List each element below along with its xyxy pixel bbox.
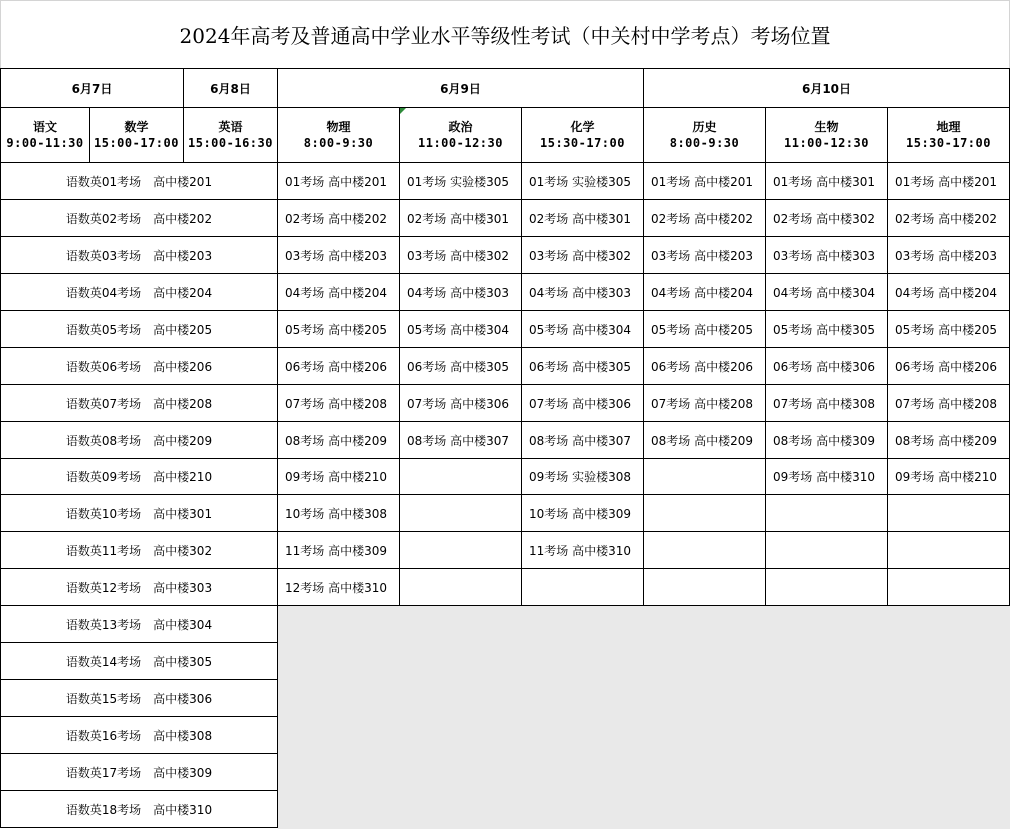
room-cell-zhengzhi-8[interactable] xyxy=(399,421,522,459)
room-cell-wuli-6-text: 06考场 高中楼206 xyxy=(285,359,387,374)
subject-header-lishi[interactable] xyxy=(643,107,766,163)
room-cell-huaxue-8[interactable] xyxy=(521,421,644,459)
ysy-room-cell-7-text: 语数英07考场 高中楼208 xyxy=(65,396,213,411)
date-header-0610[interactable] xyxy=(643,68,1010,108)
room-cell-shengwu-4-text: 04考场 高中楼304 xyxy=(773,285,875,300)
room-cell-lishi-12[interactable] xyxy=(643,568,766,606)
room-cell-dili-11[interactable] xyxy=(887,531,1010,569)
room-cell-huaxue-6-text: 06考场 高中楼305 xyxy=(529,359,631,374)
ysy-room-cell-17[interactable] xyxy=(0,753,278,791)
room-cell-huaxue-9[interactable] xyxy=(521,458,644,495)
room-cell-shengwu-9-text: 09考场 高中楼310 xyxy=(773,470,875,484)
room-cell-huaxue-12[interactable] xyxy=(521,568,644,606)
subject-name: 语文 xyxy=(32,120,57,134)
room-cell-wuli-10[interactable] xyxy=(277,494,400,532)
date-header-0608-text: 6月8日 xyxy=(210,81,251,96)
room-cell-wuli-12[interactable] xyxy=(277,568,400,606)
subject-time: 8:00-9:30 xyxy=(303,136,374,150)
subject-name: 英语 xyxy=(218,120,243,134)
room-cell-zhengzhi-9[interactable] xyxy=(399,458,522,495)
subject-name: 政治 xyxy=(448,120,473,134)
room-cell-huaxue-7[interactable] xyxy=(521,384,644,422)
room-cell-zhengzhi-1[interactable] xyxy=(399,162,522,200)
room-cell-huaxue-6[interactable] xyxy=(521,347,644,385)
subject-name: 历史 xyxy=(692,120,717,134)
room-cell-zhengzhi-10[interactable] xyxy=(399,494,522,532)
room-cell-lishi-7[interactable] xyxy=(643,384,766,422)
room-cell-dili-4[interactable] xyxy=(887,273,1010,311)
room-cell-dili-9[interactable] xyxy=(887,458,1010,495)
subject-time: 11:00-12:30 xyxy=(418,136,503,150)
room-cell-wuli-4-text: 04考场 高中楼204 xyxy=(285,285,387,300)
subject-name: 物理 xyxy=(326,120,351,134)
room-cell-huaxue-3-text: 03考场 高中楼302 xyxy=(529,248,631,263)
room-cell-wuli-3-text: 03考场 高中楼203 xyxy=(285,248,387,263)
room-cell-wuli-2[interactable] xyxy=(277,199,400,237)
room-cell-lishi-6-text: 06考场 高中楼206 xyxy=(651,359,753,374)
room-cell-wuli-7-text: 07考场 高中楼208 xyxy=(285,396,387,411)
subject-name: 化学 xyxy=(570,120,595,134)
room-cell-shengwu-6[interactable] xyxy=(765,347,888,385)
room-cell-dili-3-text: 03考场 高中楼203 xyxy=(895,248,997,263)
room-cell-shengwu-9[interactable] xyxy=(765,458,888,495)
ysy-room-cell-18[interactable] xyxy=(0,790,278,828)
room-cell-shengwu-7[interactable] xyxy=(765,384,888,422)
room-cell-huaxue-10-text: 10考场 高中楼309 xyxy=(529,506,631,521)
room-cell-wuli-10-text: 10考场 高中楼308 xyxy=(285,506,387,521)
ysy-room-cell-15-text: 语数英15考场 高中楼306 xyxy=(65,691,213,706)
ysy-room-cell-12[interactable] xyxy=(0,568,278,606)
room-cell-dili-7[interactable] xyxy=(887,384,1010,422)
room-cell-huaxue-1-text: 01考场 实验楼305 xyxy=(529,174,631,189)
room-cell-zhengzhi-1-text: 01考场 实验楼305 xyxy=(407,174,509,189)
room-cell-zhengzhi-5[interactable] xyxy=(399,310,522,348)
room-cell-dili-12[interactable] xyxy=(887,568,1010,606)
room-cell-huaxue-9-text: 09考场 实验楼308 xyxy=(529,470,631,484)
room-cell-huaxue-1[interactable] xyxy=(521,162,644,200)
room-cell-lishi-8[interactable] xyxy=(643,421,766,459)
date-header-0607-text: 6月7日 xyxy=(71,81,113,96)
room-cell-dili-7-text: 07考场 高中楼208 xyxy=(895,396,997,411)
ysy-room-cell-4[interactable] xyxy=(0,273,278,311)
ysy-room-cell-9-text: 语数英09考场 高中楼210 xyxy=(65,470,213,484)
room-cell-shengwu-5[interactable] xyxy=(765,310,888,348)
room-cell-shengwu-2[interactable] xyxy=(765,199,888,237)
sheet-title[interactable] xyxy=(0,0,1010,69)
ysy-room-cell-17-text: 语数英17考场 高中楼309 xyxy=(65,765,213,780)
room-cell-dili-2-text: 02考场 高中楼202 xyxy=(895,211,997,226)
room-cell-dili-1[interactable] xyxy=(887,162,1010,200)
room-cell-zhengzhi-7-text: 07考场 高中楼306 xyxy=(407,396,509,411)
subject-header-shuxue[interactable] xyxy=(89,107,184,163)
room-cell-huaxue-4-text: 04考场 高中楼303 xyxy=(529,285,631,300)
ysy-room-cell-3-text: 语数英03考场 高中楼203 xyxy=(65,248,213,263)
room-cell-wuli-8[interactable] xyxy=(277,421,400,459)
room-cell-lishi-8-text: 08考场 高中楼209 xyxy=(651,433,753,448)
room-cell-huaxue-8-text: 08考场 高中楼307 xyxy=(529,433,631,448)
subject-name: 地理 xyxy=(936,120,961,134)
room-cell-lishi-3[interactable] xyxy=(643,236,766,274)
room-cell-huaxue-2[interactable] xyxy=(521,199,644,237)
sheet-title-text: 2024年高考及普通高中学业水平等级性考试（中关村中学考点）考场位置 xyxy=(179,24,831,48)
room-cell-shengwu-8-text: 08考场 高中楼309 xyxy=(773,433,875,448)
subject-header-wuli[interactable] xyxy=(277,107,400,163)
date-header-0609-text: 6月9日 xyxy=(440,81,481,96)
room-cell-lishi-3-text: 03考场 高中楼203 xyxy=(651,248,753,263)
room-cell-zhengzhi-5-text: 05考场 高中楼304 xyxy=(407,322,509,337)
room-cell-lishi-6[interactable] xyxy=(643,347,766,385)
ysy-room-cell-11-text: 语数英11考场 高中楼302 xyxy=(65,543,213,558)
subject-name: 数学 xyxy=(124,120,149,134)
room-cell-wuli-12-text: 12考场 高中楼310 xyxy=(285,580,387,595)
ysy-room-cell-8-text: 语数英08考场 高中楼209 xyxy=(65,433,213,448)
room-cell-lishi-4-text: 04考场 高中楼204 xyxy=(651,285,753,300)
room-cell-dili-10[interactable] xyxy=(887,494,1010,532)
ysy-room-cell-12-text: 语数英12考场 高中楼303 xyxy=(65,580,213,595)
subject-header-zhengzhi[interactable] xyxy=(399,107,522,163)
ysy-room-cell-9[interactable] xyxy=(0,458,278,495)
ysy-room-cell-16-text: 语数英16考场 高中楼308 xyxy=(65,728,213,743)
ysy-room-cell-1[interactable] xyxy=(0,162,278,200)
unused-sheet-area xyxy=(278,606,1010,829)
date-header-0608[interactable] xyxy=(183,68,278,108)
room-cell-wuli-1[interactable] xyxy=(277,162,400,200)
room-cell-huaxue-11-text: 11考场 高中楼310 xyxy=(529,543,631,558)
subject-header-yingyu[interactable] xyxy=(183,107,278,163)
room-cell-wuli-11-text: 11考场 高中楼309 xyxy=(285,543,387,558)
room-cell-dili-4-text: 04考场 高中楼204 xyxy=(895,285,997,300)
room-cell-lishi-7-text: 07考场 高中楼208 xyxy=(651,396,753,411)
ysy-room-cell-13-text: 语数英13考场 高中楼304 xyxy=(65,617,213,632)
ysy-room-cell-15[interactable] xyxy=(0,679,278,717)
room-cell-shengwu-8[interactable] xyxy=(765,421,888,459)
room-cell-shengwu-6-text: 06考场 高中楼306 xyxy=(773,359,875,374)
room-cell-wuli-7[interactable] xyxy=(277,384,400,422)
room-cell-huaxue-10[interactable] xyxy=(521,494,644,532)
room-cell-dili-8-text: 08考场 高中楼209 xyxy=(895,433,997,448)
subject-time: 15:00-17:00 xyxy=(94,136,179,150)
ysy-room-cell-7[interactable] xyxy=(0,384,278,422)
room-cell-huaxue-4[interactable] xyxy=(521,273,644,311)
date-header-0607[interactable] xyxy=(0,68,184,108)
room-cell-lishi-5-text: 05考场 高中楼205 xyxy=(651,322,753,337)
room-cell-wuli-2-text: 02考场 高中楼202 xyxy=(285,211,387,226)
date-header-0609[interactable] xyxy=(277,68,644,108)
ysy-room-cell-8[interactable] xyxy=(0,421,278,459)
room-cell-zhengzhi-2[interactable] xyxy=(399,199,522,237)
room-cell-lishi-2[interactable] xyxy=(643,199,766,237)
room-cell-huaxue-5-text: 05考场 高中楼304 xyxy=(529,322,631,337)
room-cell-shengwu-11[interactable] xyxy=(765,531,888,569)
room-cell-lishi-9[interactable] xyxy=(643,458,766,495)
room-cell-shengwu-5-text: 05考场 高中楼305 xyxy=(773,322,875,337)
room-cell-huaxue-2-text: 02考场 高中楼301 xyxy=(529,211,631,226)
room-cell-huaxue-3[interactable] xyxy=(521,236,644,274)
room-cell-huaxue-7-text: 07考场 高中楼306 xyxy=(529,396,631,411)
room-cell-wuli-4[interactable] xyxy=(277,273,400,311)
room-cell-shengwu-10[interactable] xyxy=(765,494,888,532)
ysy-room-cell-14[interactable] xyxy=(0,642,278,680)
ysy-room-cell-2[interactable] xyxy=(0,199,278,237)
ysy-room-cell-18-text: 语数英18考场 高中楼310 xyxy=(65,802,213,817)
room-cell-wuli-1-text: 01考场 高中楼201 xyxy=(285,174,387,189)
subject-time: 8:00-9:30 xyxy=(669,136,740,150)
ysy-room-cell-4-text: 语数英04考场 高中楼204 xyxy=(65,285,213,300)
room-cell-wuli-11[interactable] xyxy=(277,531,400,569)
ysy-room-cell-2-text: 语数英02考场 高中楼202 xyxy=(65,211,213,226)
room-cell-dili-2[interactable] xyxy=(887,199,1010,237)
room-cell-dili-6-text: 06考场 高中楼206 xyxy=(895,359,997,374)
ysy-room-cell-3[interactable] xyxy=(0,236,278,274)
room-cell-wuli-5[interactable] xyxy=(277,310,400,348)
subject-header-yuwen[interactable] xyxy=(0,107,90,163)
room-cell-shengwu-3[interactable] xyxy=(765,236,888,274)
room-cell-lishi-10[interactable] xyxy=(643,494,766,532)
room-cell-zhengzhi-6-text: 06考场 高中楼305 xyxy=(407,359,509,374)
room-cell-zhengzhi-3-text: 03考场 高中楼302 xyxy=(407,248,509,263)
room-cell-zhengzhi-6[interactable] xyxy=(399,347,522,385)
room-cell-wuli-9-text: 09考场 高中楼210 xyxy=(285,470,387,484)
room-cell-huaxue-5[interactable] xyxy=(521,310,644,348)
room-cell-huaxue-11[interactable] xyxy=(521,531,644,569)
room-cell-zhengzhi-12[interactable] xyxy=(399,568,522,606)
ysy-room-cell-6-text: 语数英06考场 高中楼206 xyxy=(65,359,213,374)
ysy-room-cell-14-text: 语数英14考场 高中楼305 xyxy=(65,654,213,669)
ysy-room-cell-10-text: 语数英10考场 高中楼301 xyxy=(65,506,213,521)
room-cell-dili-3[interactable] xyxy=(887,236,1010,274)
subject-time: 11:00-12:30 xyxy=(784,136,869,150)
room-cell-lishi-11[interactable] xyxy=(643,531,766,569)
comment-indicator-icon xyxy=(400,108,406,114)
ysy-room-cell-11[interactable] xyxy=(0,531,278,569)
room-cell-zhengzhi-7[interactable] xyxy=(399,384,522,422)
date-header-0610-text: 6月10日 xyxy=(801,81,852,96)
room-cell-shengwu-2-text: 02考场 高中楼302 xyxy=(773,211,875,226)
subject-header-shengwu[interactable] xyxy=(765,107,888,163)
ysy-room-cell-16[interactable] xyxy=(0,716,278,754)
room-cell-zhengzhi-4[interactable] xyxy=(399,273,522,311)
ysy-room-cell-6[interactable] xyxy=(0,347,278,385)
room-cell-dili-5[interactable] xyxy=(887,310,1010,348)
room-cell-zhengzhi-11[interactable] xyxy=(399,531,522,569)
subject-header-huaxue[interactable] xyxy=(521,107,644,163)
room-cell-shengwu-3-text: 03考场 高中楼303 xyxy=(773,248,875,263)
ysy-room-cell-1-text: 语数英01考场 高中楼201 xyxy=(65,174,213,189)
room-cell-wuli-5-text: 05考场 高中楼205 xyxy=(285,322,387,337)
ysy-room-cell-13[interactable] xyxy=(0,605,278,643)
subject-time: 15:00-16:30 xyxy=(188,136,273,150)
ysy-room-cell-10[interactable] xyxy=(0,494,278,532)
room-cell-zhengzhi-3[interactable] xyxy=(399,236,522,274)
room-cell-shengwu-1-text: 01考场 高中楼301 xyxy=(773,174,875,189)
room-cell-zhengzhi-2-text: 02考场 高中楼301 xyxy=(407,211,509,226)
ysy-room-cell-5[interactable] xyxy=(0,310,278,348)
ysy-room-cell-5-text: 语数英05考场 高中楼205 xyxy=(65,322,213,337)
room-cell-shengwu-7-text: 07考场 高中楼308 xyxy=(773,396,875,411)
room-cell-shengwu-4[interactable] xyxy=(765,273,888,311)
room-cell-dili-5-text: 05考场 高中楼205 xyxy=(895,322,997,337)
subject-time: 15:30-17:00 xyxy=(540,136,625,150)
room-cell-lishi-1-text: 01考场 高中楼201 xyxy=(651,174,753,189)
room-cell-lishi-4[interactable] xyxy=(643,273,766,311)
room-cell-shengwu-12[interactable] xyxy=(765,568,888,606)
room-cell-lishi-1[interactable] xyxy=(643,162,766,200)
room-cell-shengwu-1[interactable] xyxy=(765,162,888,200)
room-cell-lishi-5[interactable] xyxy=(643,310,766,348)
room-cell-lishi-2-text: 02考场 高中楼202 xyxy=(651,211,753,226)
room-cell-dili-8[interactable] xyxy=(887,421,1010,459)
room-cell-wuli-8-text: 08考场 高中楼209 xyxy=(285,433,387,448)
subject-time: 9:00-11:30 xyxy=(6,136,84,150)
room-cell-dili-9-text: 09考场 高中楼210 xyxy=(895,470,997,484)
subject-time: 15:30-17:00 xyxy=(906,136,991,150)
room-cell-dili-6[interactable] xyxy=(887,347,1010,385)
room-cell-wuli-9[interactable] xyxy=(277,458,400,495)
room-cell-zhengzhi-8-text: 08考场 高中楼307 xyxy=(407,433,509,448)
room-cell-dili-1-text: 01考场 高中楼201 xyxy=(895,174,997,189)
subject-header-dili[interactable] xyxy=(887,107,1010,163)
subject-name: 生物 xyxy=(814,120,839,134)
room-cell-wuli-6[interactable] xyxy=(277,347,400,385)
room-cell-zhengzhi-4-text: 04考场 高中楼303 xyxy=(407,285,509,300)
room-cell-wuli-3[interactable] xyxy=(277,236,400,274)
